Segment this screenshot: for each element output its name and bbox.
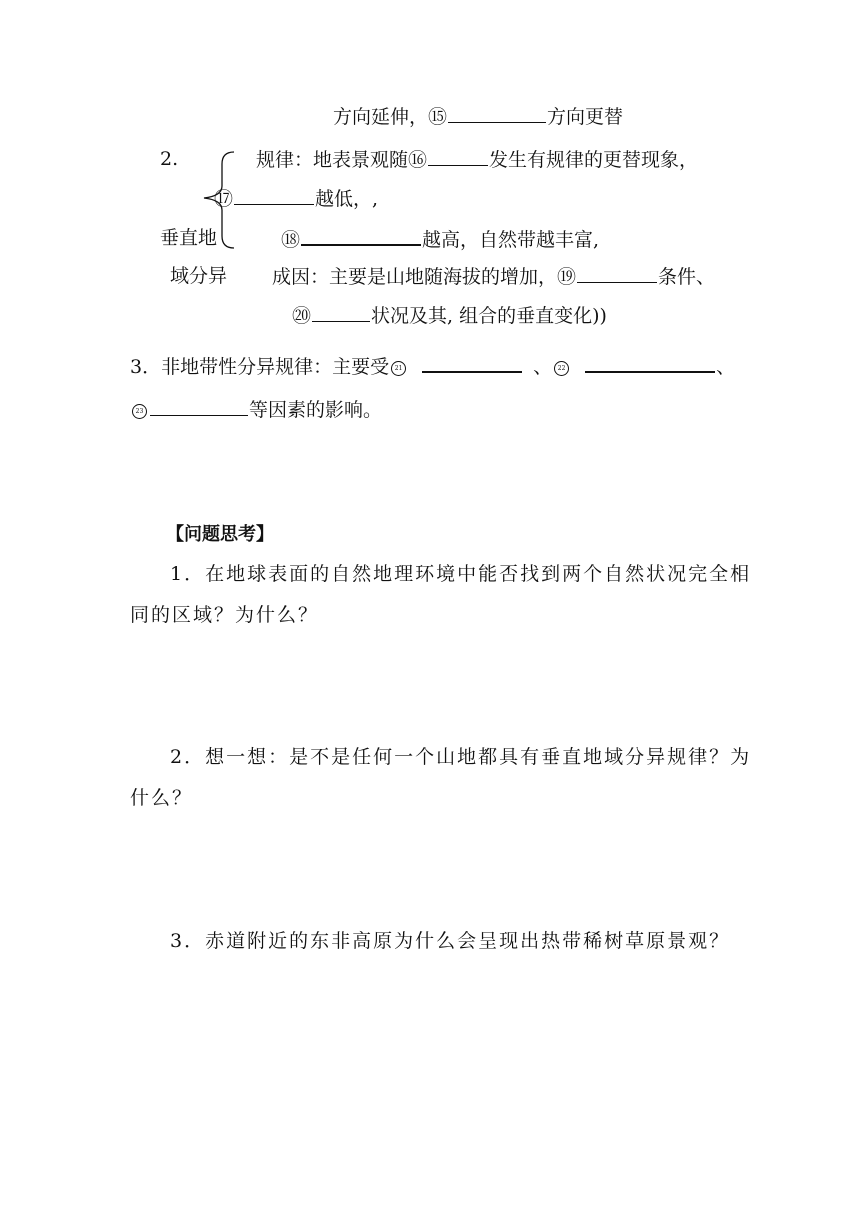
circled-number-23: 23 bbox=[132, 404, 147, 419]
label-vertical-2: 域分异 bbox=[170, 265, 228, 287]
blank-17[interactable] bbox=[234, 186, 314, 205]
label-vertical-1: 垂直地 bbox=[160, 227, 218, 249]
text: 条件、 bbox=[658, 266, 716, 288]
item-3-line bbox=[130, 353, 735, 379]
text: 3．非地带性分异规律：主要受 bbox=[130, 356, 390, 378]
question-2-line-2: 什么？ bbox=[130, 787, 194, 809]
question-1-line-1: 1．在地球表面的自然地理环境中能否找到两个自然状况完全相 bbox=[170, 563, 752, 585]
text: 方向更替 bbox=[547, 106, 624, 128]
text: 发生有规律的更替现象， bbox=[489, 149, 699, 171]
question-3: 3．赤道附近的东非高原为什么会呈现出热带稀树草原景观？ bbox=[170, 930, 731, 952]
text: 越高，自然带越丰富, bbox=[422, 229, 600, 251]
text: 规律：地表景观随 bbox=[256, 149, 409, 171]
circled-number: ⑳ bbox=[292, 305, 312, 327]
blank-15[interactable] bbox=[448, 104, 546, 123]
text: 成因：主要是山地随海拔的增加， bbox=[272, 266, 558, 288]
line-18 bbox=[281, 226, 599, 252]
circled-number-22: 22 bbox=[554, 361, 569, 376]
circled-number-21: 21 bbox=[391, 361, 406, 376]
text: 状况及其, 组合的垂直变化)) bbox=[371, 305, 607, 327]
text: 越低，, bbox=[315, 188, 379, 210]
blank-23[interactable] bbox=[150, 397, 248, 416]
circled-number: ⑲ bbox=[557, 266, 577, 288]
line-20 bbox=[292, 303, 607, 328]
blank-18[interactable] bbox=[301, 226, 421, 246]
blank-21[interactable] bbox=[422, 353, 522, 373]
line-19 bbox=[272, 264, 715, 289]
section-heading: 【问题思考】 bbox=[166, 524, 274, 545]
blank-20[interactable] bbox=[312, 303, 370, 322]
item-3-line-2 bbox=[130, 397, 382, 422]
text: 等因素的影响。 bbox=[249, 399, 383, 421]
line-16 bbox=[256, 147, 698, 172]
blank-22[interactable] bbox=[585, 353, 715, 373]
separator: 、 bbox=[533, 356, 553, 378]
line-17 bbox=[214, 186, 378, 211]
separator: 、 bbox=[716, 356, 736, 378]
circled-number: ⑮ bbox=[428, 106, 448, 128]
text: 方向延伸， bbox=[333, 106, 429, 128]
line-15 bbox=[333, 104, 623, 129]
question-1-line-2: 同的区域？为什么？ bbox=[130, 604, 320, 626]
circled-number: ⑯ bbox=[408, 149, 428, 171]
circled-number: ⑰ bbox=[214, 188, 234, 210]
circled-number: ⑱ bbox=[281, 229, 301, 251]
blank-19[interactable] bbox=[577, 264, 657, 283]
blank-16[interactable] bbox=[428, 147, 488, 166]
item-2-number: 2. bbox=[160, 148, 179, 170]
question-2-line-1: 2．想一想：是不是任何一个山地都具有垂直地域分异规律？为 bbox=[170, 746, 752, 768]
